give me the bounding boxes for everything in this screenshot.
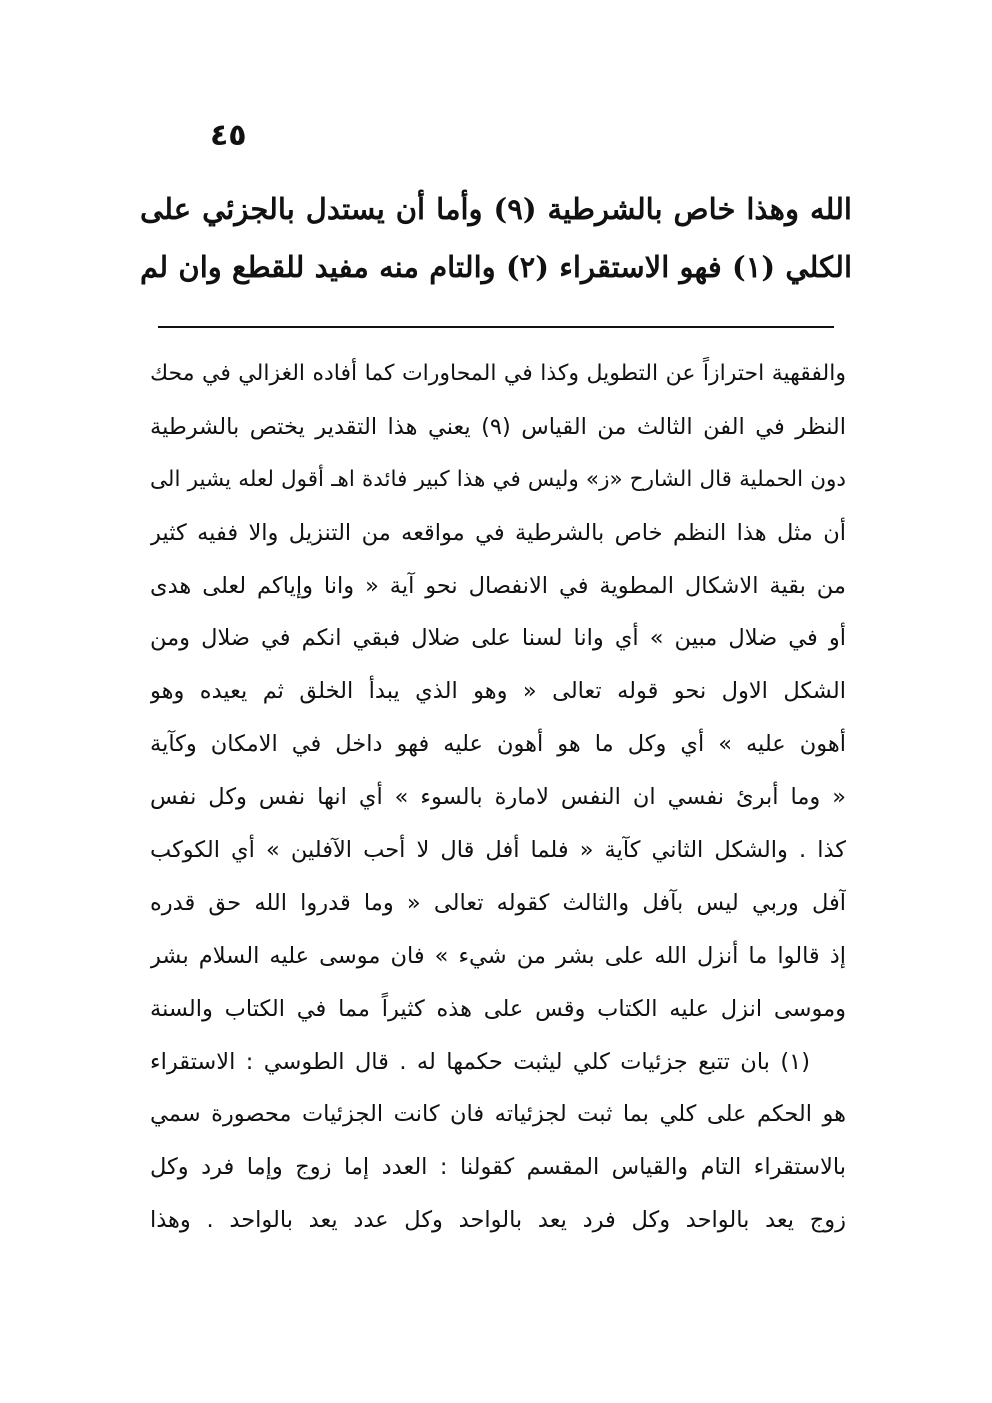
footnote-line: بالاستقراء التام والقياس المقسم كقولنا : العدد إما زوج وإما فرد وكل — [150, 1154, 846, 1181]
footnote-line: دون الحملية قال الشارح «ز» وليس في هذا كبير فائدة اهـ أقول لعله يشير الى — [150, 466, 846, 492]
footnote-line: من بقية الاشكال المطوية في الانفصال نحو آية « وانا وإياكم لعلى هدى — [150, 572, 846, 599]
footnote-line: « وما أبرئ نفسي ان النفس لامارة بالسوء » أي انها نفس وكل نفس — [150, 784, 846, 811]
footnote-line: وموسى انزل عليه الكتاب وقس على هذه كثيراً مما في الكتاب والسنة — [150, 995, 846, 1022]
footnote-line: الشكل الاول نحو قوله تعالى « وهو الذي يبدأ الخلق ثم يعيده وهو — [150, 678, 846, 705]
footnote-line: أن مثل هذا النظم خاص بالشرطية في مواقعه من التنزيل والا ففيه كثير — [150, 519, 846, 546]
footnote-line: آفل وربي ليس بآفل والثالث كقوله تعالى « وما قدروا الله حق قدره — [150, 889, 846, 916]
main-text — [140, 180, 852, 296]
footnote-line: كذا . والشكل الثاني كآية « فلما أفل قال لا أحب الآفلين » أي الكوكب — [150, 837, 846, 864]
footnote-line: زوج يعد بالواحد وكل فرد يعد بالواحد وكل عدد يعد بالواحد . وهذا — [150, 1207, 846, 1234]
footnote-line: إذ قالوا ما أنزل الله على بشر من شيء » فان موسى عليه السلام بشر — [150, 942, 846, 969]
footnote-line: هو الحكم على كلي بما ثبت لجزئياته فان كانت الجزئيات محصورة سمي — [150, 1101, 846, 1128]
footnote-line: أو في ضلال مبين » أي وانا لسنا على ضلال فبقي انكم في ضلال ومن — [150, 625, 846, 652]
footnote-line: أهون عليه » أي وكل ما هو أهون عليه فهو داخل في الامكان وكآية — [150, 731, 846, 758]
page-number: ٤٥ — [210, 118, 247, 153]
main-text-line: الله وهذا خاص بالشرطية (٩) وأما أن يستدل بالجزئي على — [140, 192, 852, 226]
footnotes — [150, 348, 846, 1247]
footnote-divider — [158, 326, 834, 328]
footnote-line: والفقهية احترازاً عن التطويل وكذا في المحاورات كما أفاده الغزالي في محك — [150, 361, 846, 386]
footnote-line: (١) بان تتبع جزئيات كلي ليثبت حكمها له . قال الطوسي : الاستقراء — [150, 1048, 810, 1075]
footnote-line: النظر في الفن الثالث من القياس (٩) يعني هذا التقدير يختص بالشرطية — [150, 413, 846, 440]
main-text-line: الكلي (١) فهو الاستقراء (٢) والتام منه مفيد للقطع وان لم — [140, 250, 852, 284]
